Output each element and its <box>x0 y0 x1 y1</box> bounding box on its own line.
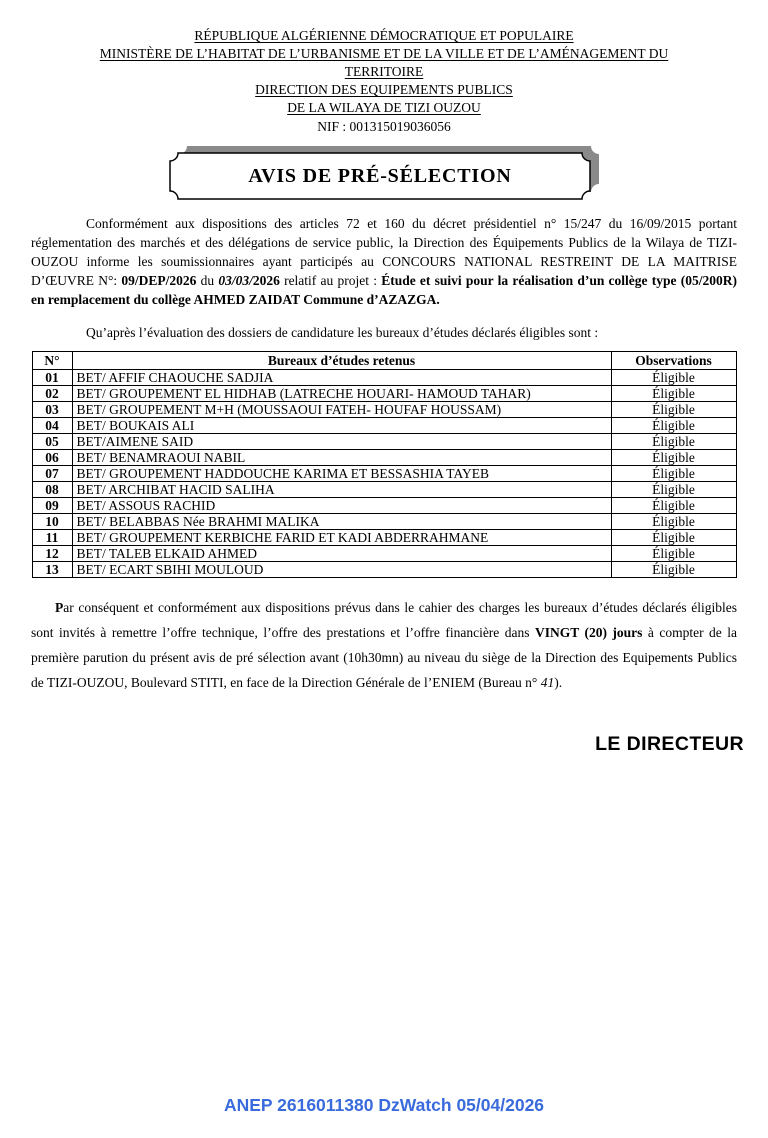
page-title: AVIS DE PRÉ-SÉLECTION <box>248 164 512 187</box>
intro-segment-date: 03/03/ <box>218 273 253 288</box>
table-row <box>32 482 736 498</box>
title-banner <box>166 143 602 201</box>
cell-observation: Éligible <box>611 450 736 466</box>
table-row <box>32 370 736 386</box>
cell-number: 08 <box>32 482 72 498</box>
cell-number: 05 <box>32 434 72 450</box>
cell-number: 13 <box>32 562 72 578</box>
eligibility-table-body <box>32 370 736 578</box>
intro-segment: Conformément aux dispositions des articles 72 et 160 du décret présidentiel n° 15/247 du 16/09/2015 portant réglementation des marchés et des délégations de service public, la Direction des Équipements Publics de la Wilaya de TIZI-OUZOU informe les soumissionnaires ayant participés au CONCOURS NATIONAL RESTREINT DE LA MAITRISE D’ŒUVRE N°: <box>31 216 737 288</box>
intro-paragraph <box>31 214 737 309</box>
table-row <box>32 546 736 562</box>
table-row <box>32 466 736 482</box>
cell-bureau-name: BET/ AFFIF CHAOUCHE SADJIA <box>72 370 611 386</box>
cell-number: 10 <box>32 514 72 530</box>
table-row <box>32 498 736 514</box>
lead-in-sentence: Qu’après l’évaluation des dossiers de candidature les bureaux d’études déclarés éligibles sont : <box>86 325 599 340</box>
closing-segment-dropcap: P <box>55 600 64 615</box>
table-row <box>32 514 736 530</box>
closing-segment-office-number: 41 <box>540 675 555 690</box>
cell-bureau-name: BET/ ECART SBIHI MOULOUD <box>72 562 611 578</box>
intro-segment-project: Étude et suivi pour la réalisation d’un collège type (05/200R) en remplacement du collège AHMED ZAIDAT Commune d’AZAZGA. <box>31 273 737 307</box>
cell-bureau-name: BET/ GROUPEMENT KERBICHE FARID ET KADI ABDERRAHMANE <box>72 530 611 546</box>
director-signature-title: LE DIRECTEUR <box>595 733 744 755</box>
table-row <box>32 418 736 434</box>
header-line-republic: RÉPUBLIQUE ALGÉRIENNE DÉMOCRATIQUE ET POPULAIRE <box>194 28 574 43</box>
cell-observation: Éligible <box>611 370 736 386</box>
intro-segment-ref-number: 09/DEP/2026 <box>121 273 197 288</box>
cell-number: 01 <box>32 370 72 386</box>
header-line-territory: TERRITOIRE <box>344 64 424 79</box>
cell-bureau-name: BET/ ASSOUS RACHID <box>72 498 611 514</box>
cell-bureau-name: BET/AIMENE SAID <box>72 434 611 450</box>
cell-bureau-name: BET/ BELABBAS Née BRAHMI MALIKA <box>72 514 611 530</box>
cell-number: 09 <box>32 498 72 514</box>
cell-number: 11 <box>32 530 72 546</box>
cell-number: 04 <box>32 418 72 434</box>
cell-bureau-name: BET/ ARCHIBAT HACID SALIHA <box>72 482 611 498</box>
cell-number: 06 <box>32 450 72 466</box>
cell-observation: Éligible <box>611 466 736 482</box>
cell-bureau-name: BET/ BENAMRAOUI NABIL <box>72 450 611 466</box>
table-header-row <box>32 352 736 370</box>
closing-segment: à compter de la première parution du présent avis de pré sélection avant (10h30mn) au niveau du siège de la Direction des Equipements Publics de TIZI-OUZOU, Boulevard STITI, en face de la Direction Générale de l’ENIEM (Bureau n° <box>31 625 737 690</box>
intro-segment-year: 2026 <box>252 273 280 288</box>
cell-observation: Éligible <box>611 530 736 546</box>
table-row <box>32 402 736 418</box>
anep-publication-note: ANEP 2616011380 DzWatch 05/04/2026 <box>223 1095 545 1115</box>
intro-segment: du <box>196 273 219 288</box>
cell-number: 12 <box>32 546 72 562</box>
header-line-ministry: MINISTÈRE DE L’HABITAT DE L’URBANISME ET DE LA VILLE ET DE L’AMÉNAGEMENT DU <box>99 46 669 61</box>
cell-bureau-name: BET/ TALEB ELKAID AHMED <box>72 546 611 562</box>
closing-segment-deadline: VINGT (20) jours <box>534 625 643 640</box>
cell-bureau-name: BET/ GROUPEMENT EL HIDHAB (LATRECHE HOUARI- HAMOUD TAHAR) <box>72 386 611 402</box>
nif-number: NIF : 001315019036056 <box>317 119 451 134</box>
cell-observation: Éligible <box>611 418 736 434</box>
cell-observation: Éligible <box>611 386 736 402</box>
cell-bureau-name: BET/ GROUPEMENT M+H (MOUSSAOUI FATEH- HOUFAF HOUSSAM) <box>72 402 611 418</box>
cell-observation: Éligible <box>611 482 736 498</box>
letterhead <box>0 0 768 136</box>
column-header-number: N° <box>32 352 72 370</box>
intro-segment: relatif au projet : <box>279 273 382 288</box>
closing-segment: ar conséquent et conformément aux dispositions prévus dans le cahier des charges les bureaux d’études déclarés éligibles sont invités à remettre l’offre technique, l’offre des prestations et l’offre financière dans <box>31 600 737 640</box>
header-line-wilaya: DE LA WILAYA DE TIZI OUZOU <box>287 100 481 115</box>
table-row <box>32 450 736 466</box>
cell-number: 02 <box>32 386 72 402</box>
cell-number: 07 <box>32 466 72 482</box>
cell-number: 03 <box>32 402 72 418</box>
cell-observation: Éligible <box>611 546 736 562</box>
cell-observation: Éligible <box>611 434 736 450</box>
cell-bureau-name: BET/ BOUKAIS ALI <box>72 418 611 434</box>
column-header-observations: Observations <box>611 352 736 370</box>
column-header-bureaux: Bureaux d’études retenus <box>72 352 611 370</box>
closing-paragraph <box>31 595 737 695</box>
eligibility-table <box>32 351 737 578</box>
closing-segment: ). <box>554 675 563 690</box>
cell-bureau-name: BET/ GROUPEMENT HADDOUCHE KARIMA ET BESSASHIA TAYEB <box>72 466 611 482</box>
table-row <box>32 386 736 402</box>
header-line-direction: DIRECTION DES EQUIPEMENTS PUBLICS <box>255 82 513 97</box>
table-row <box>32 530 736 546</box>
table-row <box>32 562 736 578</box>
cell-observation: Éligible <box>611 562 736 578</box>
cell-observation: Éligible <box>611 514 736 530</box>
table-row <box>32 434 736 450</box>
cell-observation: Éligible <box>611 402 736 418</box>
cell-observation: Éligible <box>611 498 736 514</box>
